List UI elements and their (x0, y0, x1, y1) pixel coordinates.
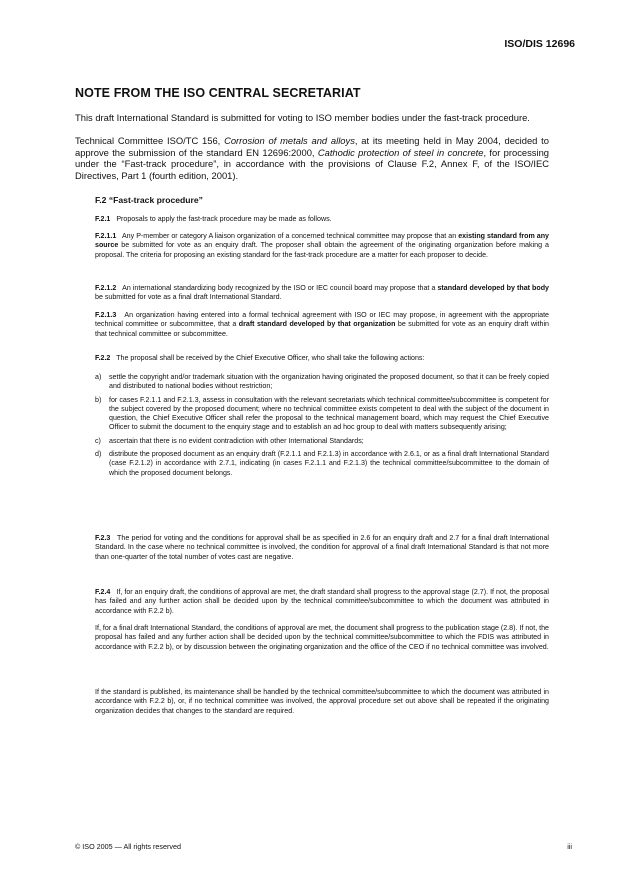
standard-title: Cathodic protection of steel in concrete (317, 146, 484, 158)
clause-text: The proposal shall be received by the Chief Executive Officer, who shall take the following actions: (116, 354, 425, 362)
clause-emphasis: existing standard from any source (95, 232, 549, 250)
page-number: iii (567, 842, 572, 851)
clause-number: F.2.2 (95, 354, 111, 362)
list-text: settle the copyright and/or trademark situation with the organization having originated the proposed document, so that it can be freely copied and distributed to national bodies without restriction; (109, 373, 549, 391)
clause-number: F.2.1 (95, 215, 111, 223)
list-marker: b) (95, 395, 102, 404)
clause-f23 (95, 534, 549, 562)
action-list (95, 373, 549, 482)
clause-number: F.2.3 (95, 534, 111, 542)
paragraph-fdis: If, for a final draft International Standard, the conditions of approval are met, the document shall progress to the publication stage (2.8). If not, the proposal has failed and any further action shall be decided upon by the technical committee/subcommittee to which the FDIS was attributed in accordance with F.2.2 b), or by discussion between the originating organization and the office of the CEO if no technical committee was involved. (95, 624, 549, 651)
list-item (95, 450, 549, 478)
clause-f211 (95, 232, 549, 260)
clause-text: be submitted for vote as a final draft International Standard. (95, 293, 282, 302)
clause-text: Proposals to apply the fast-track procedure may be made as follows. (116, 215, 332, 223)
list-text: distribute the proposed document as an enquiry draft (F.2.1.1 and F.2.1.3) in accordance with 2.6.1, or as a final draft International Standard (case F.2.1.2) in accordance with 2.7.1, indicating (in cases F.2.1.1 and F.2.1.3) the technical committee/subcommittee to the domain of which the proposed document belongs. (109, 450, 549, 477)
clause-text: The period for voting and the conditions for approval shall be as specified in 2.6 for an enquiry draft and 2.7 for a final draft International Standard. In the case where no technical committee is involved, the condition for approval of a final draft International Standard is that not more than one-quarter of the total number of votes cast are negative. (95, 534, 549, 561)
clause-text: be submitted for vote as an enquiry draft. The proposer shall obtain the agreement of the originating organization before making a proposal. The criteria for proposing an existing standard for the fast-track procedure are a matter for each proposer to decide. (95, 241, 549, 259)
p2-part: , at its meeting held in May 2004, decided to approve the submission of the standard EN 12696:2000, (75, 135, 549, 158)
clause-number: F.2.1.3 (95, 311, 117, 319)
clause-f22 (95, 354, 549, 363)
note-paragraph-1: This draft International Standard is submitted for voting to ISO member bodies under the fast-track procedure. (75, 112, 530, 123)
clause-text: An international standardizing body recognized by the ISO or IEC council board may propose that a (122, 284, 438, 292)
note-paragraph-2 (75, 135, 549, 182)
paragraph-published: If the standard is published, its maintenance shall be handled by the technical committee/subcommittee to which the document was attributed in accordance with F.2.2 b), or, if no technical committee was involved, the approval procedure set out above shall be repeated if the originating organization decides that changes to the standard are required. (95, 688, 549, 715)
clause-f213 (95, 311, 549, 339)
document-id: ISO/DIS 12696 (504, 38, 575, 50)
list-marker: d) (95, 450, 102, 459)
clause-number: F.2.1.2 (95, 284, 117, 292)
section-title: F.2 “Fast-track procedure” (95, 195, 203, 205)
clause-text: If, for an enquiry draft, the conditions of approval are met, the draft standard shall progress to the approval stage (2.7). If not, the proposal has failed and any further action shall be decided upon by the technical committee/subcommittee to which the document was attributed in accordance with F.2.2 b). (95, 588, 549, 615)
copyright-notice: © ISO 2005 — All rights reserved (75, 842, 181, 851)
clause-text: Any P-member or category A liaison organization of a concerned technical committee may propose that an (121, 232, 459, 240)
list-item (95, 437, 549, 446)
p2-part: Technical Committee ISO/TC 156, (75, 135, 225, 146)
clause-text: be submitted for vote as an enquiry draft within that technical committee or subcommittee. (95, 320, 549, 338)
clause-f212 (95, 284, 549, 303)
clause-emphasis: standard developed by that body (437, 284, 550, 292)
list-text: for cases F.2.1.1 and F.2.1.3, assess in consultation with the relevant secretariats which technical committee/subcommittee is competent for the subject covered by the proposed document; where no technical committee exists competent to deal with the subject of the document in question, the Chief Executive Officer shall refer the proposal to the technical management board, which may request the Chief Executive Officer to submit the document to the enquiry stage and to establish an ad hoc group to deal with matters subsequently arising; (109, 395, 549, 432)
clause-f24 (95, 588, 549, 616)
clause-number: F.2.1.1 (95, 232, 117, 240)
list-item (95, 396, 549, 433)
clause-number: F.2.4 (95, 588, 111, 596)
list-marker: a) (95, 373, 102, 381)
committee-title: Corrosion of metals and alloys (224, 135, 355, 146)
clause-text: An organization having entered into a formal technical agreement with ISO or IEC may propose, in agreement with the appropriate technical committee or subcommittee, that a (95, 311, 549, 329)
list-text: ascertain that there is no evident contradiction with other International Standards; (109, 436, 364, 445)
list-item (95, 373, 549, 392)
list-marker: c) (95, 436, 101, 445)
clause-emphasis: draft standard developed by that organization (238, 320, 396, 329)
clause-f21 (95, 215, 549, 224)
p2-part: , for processing under the “Fast-track procedure”, in accordance with the provisions of Clause F.2, Annex F, of the ISO/IEC Directives, Part 1 (fourth edition, 2001). (75, 146, 550, 182)
note-heading: NOTE FROM THE ISO CENTRAL SECRETARIAT (75, 86, 361, 100)
